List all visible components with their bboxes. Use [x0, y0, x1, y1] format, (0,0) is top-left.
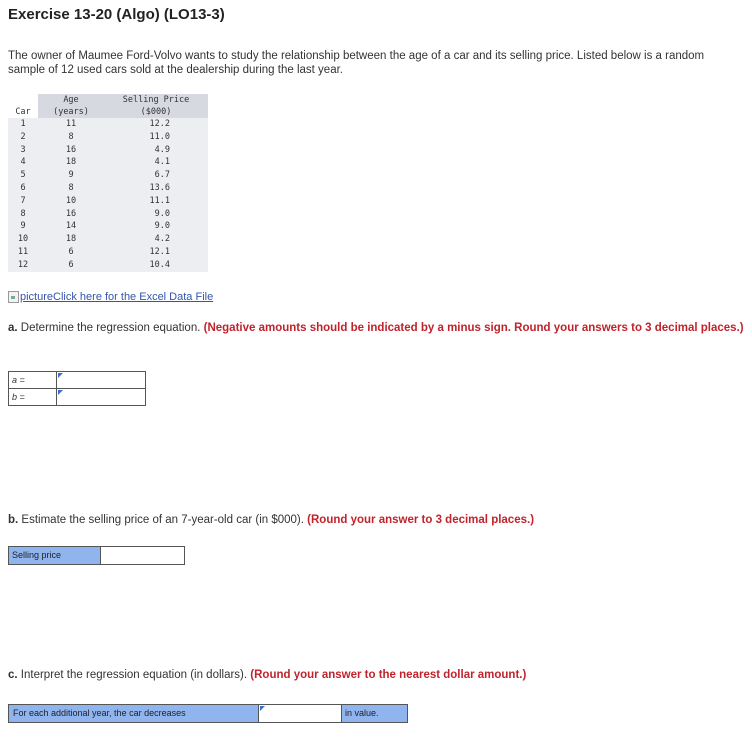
regression-answer-table: [8, 371, 146, 406]
selling-price-label: Selling price: [9, 547, 101, 564]
cell-price: 4.9: [104, 144, 208, 157]
cell-price: 6.7: [104, 169, 208, 182]
picture-icon: [8, 291, 19, 303]
cell-age: 14: [38, 220, 104, 233]
table-row: [8, 233, 208, 246]
cell-age: 9: [38, 169, 104, 182]
header-car: Car: [8, 94, 38, 118]
interpretation-prefix: For each additional year, the car decreases: [9, 705, 259, 722]
table-row: [8, 169, 208, 182]
header-age: Age (years): [38, 94, 104, 118]
problem-intro: The owner of Maumee Ford-Volvo wants to study the relationship between the age of a car and its selling price. Listed below is a random sample of 12 used cars sold at the dealership during the last year.: [8, 50, 705, 76]
cell-age: 18: [38, 233, 104, 246]
cell-car: 11: [8, 246, 38, 259]
b-input[interactable]: [57, 389, 146, 406]
cell-price: 9.0: [104, 208, 208, 221]
cell-car: 4: [8, 156, 38, 169]
table-row: [8, 208, 208, 221]
data-table: [8, 94, 208, 272]
selling-price-input[interactable]: [101, 547, 184, 564]
table-row: [8, 182, 208, 195]
cell-car: 7: [8, 195, 38, 208]
cell-price: 11.1: [104, 195, 208, 208]
cell-age: 18: [38, 156, 104, 169]
cell-age: 8: [38, 131, 104, 144]
b-label: b =: [9, 389, 57, 406]
page-title: Exercise 13-20 (Algo) (LO13-3): [8, 6, 225, 23]
selling-price-row: [8, 546, 185, 565]
cell-car: 5: [8, 169, 38, 182]
cell-price: 10.4: [104, 259, 208, 272]
question-a: a. Determine the regression equation. (Negative amounts should be indicated by a minus sign. Round your answers to 3 decimal places.): [8, 322, 744, 334]
cell-car: 12: [8, 259, 38, 272]
cell-car: 9: [8, 220, 38, 233]
header-price: Selling Price ($000): [104, 94, 208, 118]
cell-price: 12.2: [104, 118, 208, 131]
cell-price: 11.0: [104, 131, 208, 144]
table-row: [8, 195, 208, 208]
cell-age: 11: [38, 118, 104, 131]
cell-price: 4.2: [104, 233, 208, 246]
cell-age: 6: [38, 246, 104, 259]
cell-price: 12.1: [104, 246, 208, 259]
a-input[interactable]: [57, 372, 146, 389]
question-b: b. Estimate the selling price of an 7-year-old car (in $000). (Round your answer to 3 decimal places.): [8, 514, 535, 526]
cell-car: 10: [8, 233, 38, 246]
cell-age: 16: [38, 144, 104, 157]
cell-car: 3: [8, 144, 38, 157]
a-label: a =: [9, 372, 57, 389]
interpretation-row: [8, 704, 408, 723]
cell-car: 2: [8, 131, 38, 144]
cell-age: 6: [38, 259, 104, 272]
cell-car: 6: [8, 182, 38, 195]
cell-price: 4.1: [104, 156, 208, 169]
interpretation-suffix: in value.: [342, 705, 407, 722]
table-row: [8, 118, 208, 131]
cell-age: 16: [38, 208, 104, 221]
cell-price: 13.6: [104, 182, 208, 195]
table-row: [8, 156, 208, 169]
cell-age: 10: [38, 195, 104, 208]
table-row: [8, 131, 208, 144]
excel-data-link[interactable]: picture Click here for the Excel Data File: [8, 291, 213, 303]
table-row: [8, 259, 208, 272]
cell-car: 1: [8, 118, 38, 131]
cell-age: 8: [38, 182, 104, 195]
table-row: [8, 220, 208, 233]
table-row: [8, 246, 208, 259]
cell-car: 8: [8, 208, 38, 221]
decrease-amount-input[interactable]: [259, 705, 342, 722]
cell-price: 9.0: [104, 220, 208, 233]
question-c: c. Interpret the regression equation (in dollars). (Round your answer to the nearest dollar amount.): [8, 669, 527, 681]
table-row: [8, 144, 208, 157]
